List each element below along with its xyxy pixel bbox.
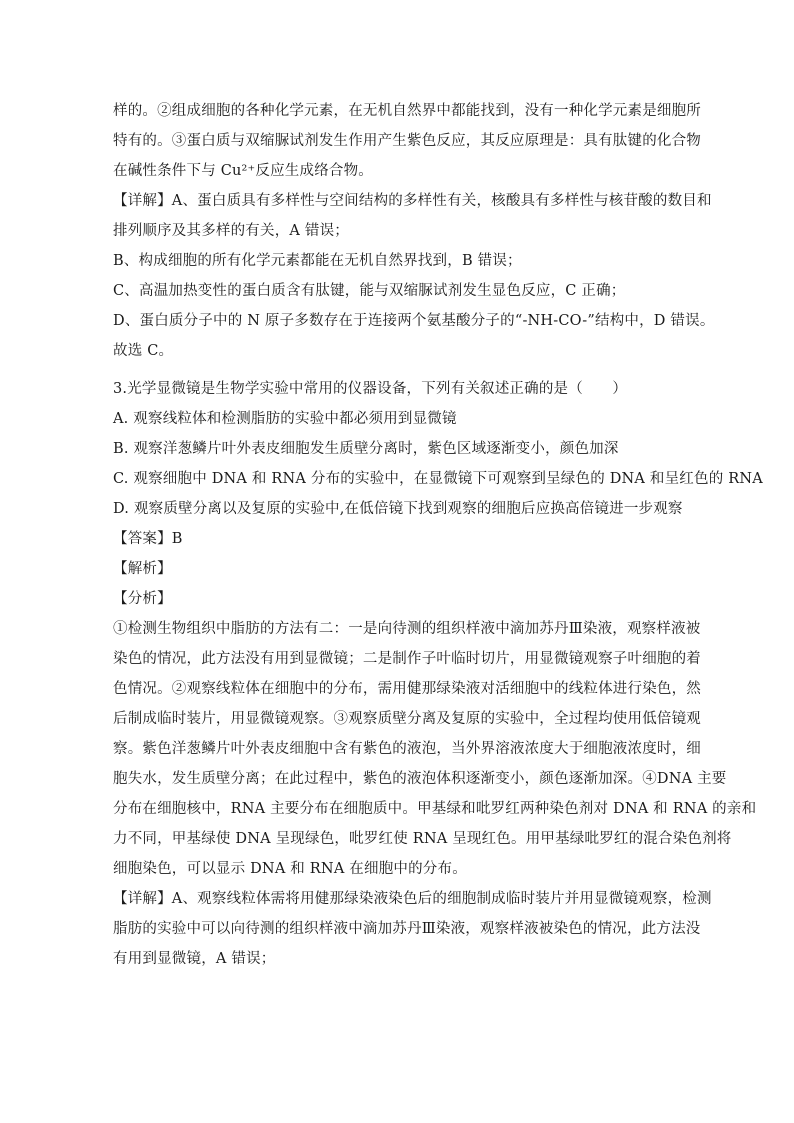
text-line: 分布在细胞核中，RNA 主要分布在细胞质中。甲基绿和吡罗红两种染色剂对 DNA 和 RNA 的亲和 — [113, 801, 757, 817]
text-line: 色情况。②观察线粒体在细胞中的分布，需用健那绿染液对活细胞中的线粒体进行染色，然 — [113, 681, 701, 697]
text-line: 察。紫色洋葱鳞片叶外表皮细胞中含有紫色的液泡，当外界溶液浓度大于细胞液浓度时，细 — [113, 741, 701, 757]
detail-heading-line: 【详解】A、观察线粒体需将用健那绿染液染色后的细胞制成临时装片并用显微镜观察，检测 — [113, 891, 712, 907]
text-line: 排列顺序及其多样的有关，A 错误； — [113, 223, 349, 239]
text-line: 有用到显微镜，A 错误； — [113, 951, 276, 967]
text-line: 胞失水，发生质壁分离；在此过程中，紫色的液泡体积逐渐变小，颜色逐渐加深。④DNA 主要 — [113, 771, 727, 787]
text-line: 脂肪的实验中可以向待测的组织样液中滴加苏丹Ⅲ染液，观察样液被染色的情况，此方法没 — [113, 921, 701, 937]
text-line: 特有的。③蛋白质与双缩脲试剂发生作用产生紫色反应，其反应原理是：具有肽键的化合物 — [113, 133, 701, 149]
option-d: D. 观察质壁分离以及复原的实验中,在低倍镜下找到观察的细胞后应换高倍镜进一步观察 — [113, 501, 683, 517]
question-stem: 3.光学显微镜是生物学实验中常用的仪器设备，下列有关叙述正确的是（ ） — [113, 381, 628, 397]
text-line: 染色的情况，此方法没有用到显微镜；二是制作子叶临时切片，用显微镜观察子叶细胞的着 — [113, 651, 701, 667]
text-line: 样的。②组成细胞的各种化学元素，在无机自然界中都能找到，没有一种化学元素是细胞所 — [113, 103, 701, 119]
text-line: ①检测生物组织中脂肪的方法有二：一是向待测的组织样液中滴加苏丹Ⅲ染液，观察样液被 — [113, 621, 701, 637]
option-a: A. 观察线粒体和检测脂肪的实验中都必须用到显微镜 — [113, 411, 457, 427]
option-d-detail: D、蛋白质分子中的 N 原子多数存在于连接两个氨基酸分子的“-NH-CO-”结构中，D 错误。 — [113, 313, 715, 329]
text-line: 在碱性条件下与 Cu²⁺反应生成络合物。 — [113, 163, 374, 179]
explanation-section — [113, 96, 715, 366]
text-line: 力不同，甲基绿使 DNA 呈现绿色，吡罗红使 RNA 呈现红色。用甲基绿吡罗红的混合染色剂将 — [113, 831, 732, 847]
option-b-detail: B、构成细胞的所有化学元素都能在无机自然界找到，B 错误； — [113, 253, 522, 269]
detail-heading-line: 【详解】A、蛋白质具有多样性与空间结构的多样性有关，核酸具有多样性与核苷酸的数目和 — [113, 193, 712, 209]
question-3-section — [113, 374, 763, 974]
text-line: 后制成临时装片，用显微镜观察。③观察质壁分离及复原的实验中，全过程均使用低倍镜观 — [113, 711, 701, 727]
analysis-sub-label: 【分析】 — [113, 591, 172, 607]
option-b: B. 观察洋葱鳞片叶外表皮细胞发生质壁分离时，紫色区域逐渐变小，颜色加深 — [113, 441, 619, 457]
document-page — [113, 96, 763, 974]
analysis-label: 【解析】 — [113, 561, 172, 577]
text-line: 细胞染色，可以显示 DNA 和 RNA 在细胞中的分布。 — [113, 861, 467, 877]
answer-label: 【答案】B — [113, 531, 183, 547]
option-c: C. 观察细胞中 DNA 和 RNA 分布的实验中，在显微镜下可观察到呈绿色的 DNA 和呈红色的 RNA — [113, 471, 763, 487]
section-gap — [113, 366, 685, 374]
option-c-detail: C、高温加热变性的蛋白质含有肽键，能与双缩脲试剂发生显色反应，C 正确； — [113, 283, 626, 299]
conclusion-line: 故选 C。 — [113, 343, 174, 359]
